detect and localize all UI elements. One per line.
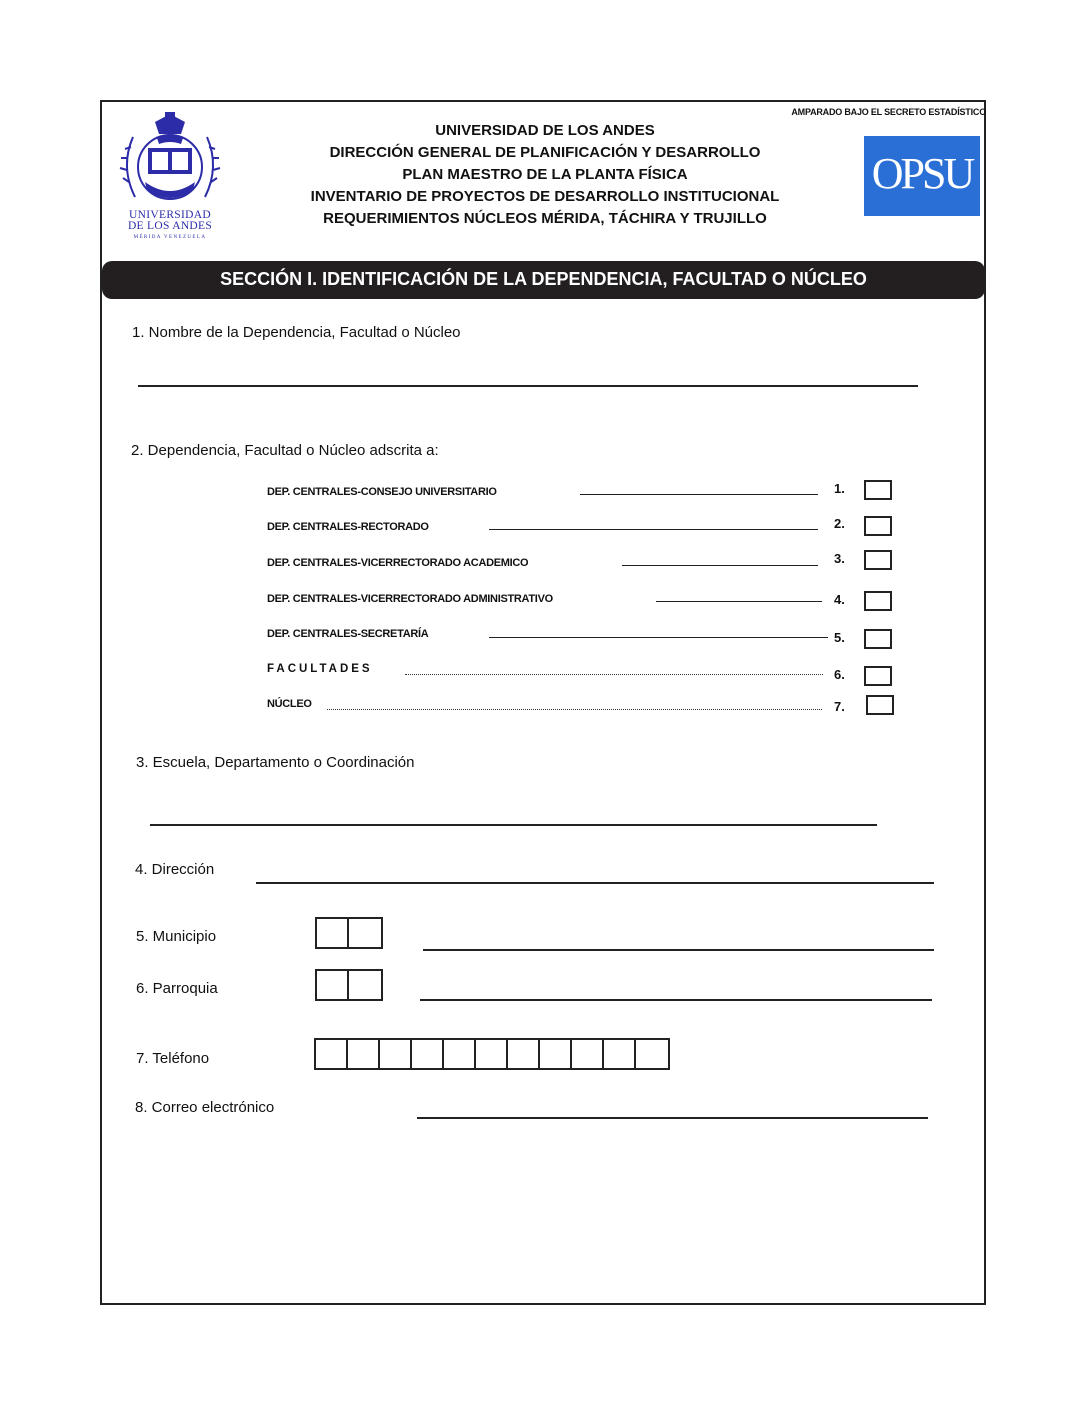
phone-digit-cell[interactable] [444, 1040, 476, 1068]
parish-code-cell[interactable] [317, 971, 349, 999]
option-leader-7 [327, 709, 822, 710]
phone-digit-cell[interactable] [636, 1040, 668, 1068]
header-line-4: INVENTARIO DE PROYECTOS DE DESARROLLO INSTITUCIONAL [310, 188, 780, 205]
opsu-logo [864, 136, 980, 216]
option-leader-4 [656, 601, 822, 602]
phone-digit-cell[interactable] [604, 1040, 636, 1068]
parish-name-field[interactable] [420, 999, 932, 1001]
ula-city: MÉRIDA VENEZUELA [133, 235, 207, 240]
question-8-label: 8. Correo electrónico [135, 1099, 275, 1116]
statistical-secrecy-notice: AMPARADO BAJO EL SECRETO ESTADÍSTICO [791, 107, 986, 117]
option-number-1: 1. [834, 481, 845, 496]
header-line-1: UNIVERSIDAD DE LOS ANDES [435, 122, 655, 139]
municipality-code-cell[interactable] [317, 919, 349, 947]
header-line-3: PLAN MAESTRO DE LA PLANTA FÍSICA [402, 166, 688, 183]
email-field[interactable] [417, 1117, 928, 1119]
ula-logo [115, 112, 225, 242]
question-2-label: 2. Dependencia, Facultad o Núcleo adscrita a: [131, 442, 439, 459]
option-checkbox-1[interactable] [864, 480, 892, 500]
option-checkbox-5[interactable] [864, 629, 892, 649]
phone-digit-cell[interactable] [348, 1040, 380, 1068]
opsu-logo-text: OPSU [871, 149, 973, 198]
option-number-3: 3. [834, 551, 845, 566]
phone-digit-cell[interactable] [380, 1040, 412, 1068]
option-leader-6 [405, 674, 823, 675]
option-checkbox-6[interactable] [864, 666, 892, 686]
ula-name-line1: UNIVERSIDAD [129, 209, 211, 221]
option-label-7: NÚCLEO [267, 698, 312, 710]
phone-digit-cell[interactable] [508, 1040, 540, 1068]
municipality-code-boxes[interactable] [315, 917, 383, 949]
question-7-label: 7. Teléfono [136, 1050, 210, 1067]
option-label-5: DEP. CENTRALES-SECRETARÍA [267, 628, 429, 640]
ula-name-line2: DE LOS ANDES [127, 220, 213, 232]
school-department-field[interactable] [150, 824, 877, 826]
municipality-name-field[interactable] [423, 949, 934, 951]
section-title: SECCIÓN I. IDENTIFICACIÓN DE LA DEPENDENCIA, FACULTAD O NÚCLEO [220, 269, 867, 289]
option-checkbox-4[interactable] [864, 591, 892, 611]
option-leader-5 [489, 637, 828, 638]
municipality-code-cell[interactable] [349, 919, 381, 947]
option-label-2: DEP. CENTRALES-RECTORADO [267, 521, 429, 533]
form-header [240, 120, 850, 230]
phone-digit-cell[interactable] [572, 1040, 604, 1068]
option-label-6: FACULTADES [267, 663, 373, 675]
question-6-label: 6. Parroquia [136, 980, 218, 997]
phone-digit-cell[interactable] [316, 1040, 348, 1068]
address-field[interactable] [256, 882, 934, 884]
option-number-6: 6. [834, 667, 845, 682]
question-3-label: 3. Escuela, Departamento o Coordinación [136, 754, 415, 771]
question-4-label: 4. Dirección [135, 861, 215, 878]
header-line-5: REQUERIMIENTOS NÚCLEOS MÉRIDA, TÁCHIRA Y TRUJILLO [323, 210, 767, 227]
option-label-1: DEP. CENTRALES-CONSEJO UNIVERSITARIO [267, 486, 497, 498]
option-leader-3 [622, 565, 818, 566]
option-number-2: 2. [834, 516, 845, 531]
phone-number-boxes[interactable] [314, 1038, 670, 1070]
question-5-label: 5. Municipio [136, 928, 217, 945]
option-checkbox-7[interactable] [866, 695, 894, 715]
option-leader-2 [489, 529, 818, 530]
section-header [102, 261, 985, 299]
dependency-name-field[interactable] [138, 385, 918, 387]
phone-digit-cell[interactable] [412, 1040, 444, 1068]
option-checkbox-2[interactable] [864, 516, 892, 536]
parish-code-cell[interactable] [349, 971, 381, 999]
ula-crest-icon [115, 112, 225, 210]
option-checkbox-3[interactable] [864, 550, 892, 570]
option-number-7: 7. [834, 699, 845, 714]
option-number-4: 4. [834, 592, 845, 607]
option-label-4: DEP. CENTRALES-VICERRECTORADO ADMINISTRATIVO [267, 593, 553, 605]
header-line-2: DIRECCIÓN GENERAL DE PLANIFICACIÓN Y DESARROLLO [329, 144, 761, 161]
question-1-label: 1. Nombre de la Dependencia, Facultad o Núcleo [132, 324, 461, 341]
option-number-5: 5. [834, 630, 845, 645]
phone-digit-cell[interactable] [476, 1040, 508, 1068]
option-leader-1 [580, 494, 818, 495]
parish-code-boxes[interactable] [315, 969, 383, 1001]
option-label-3: DEP. CENTRALES-VICERRECTORADO ACADEMICO [267, 557, 529, 569]
phone-digit-cell[interactable] [540, 1040, 572, 1068]
